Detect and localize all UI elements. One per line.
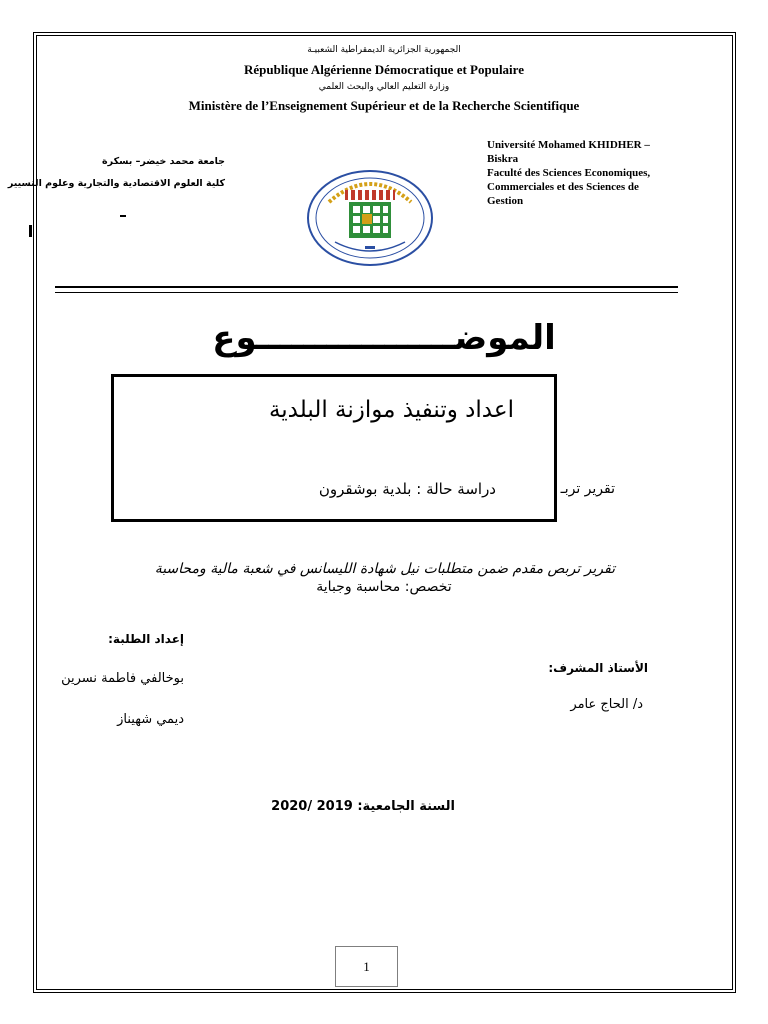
subject-title: اعداد وتنفيذ موازنة البلدية — [268, 397, 514, 423]
faculty-french-line3: Gestion — [487, 195, 524, 207]
student-name-2: ديمي شهيناز — [117, 712, 184, 727]
university-arabic: جامعة محمد خيضر– بسكرة — [102, 156, 225, 167]
student-name-1: بوخالفي فاطمة نسرين — [61, 671, 184, 686]
page-number: 1 — [363, 959, 370, 974]
faculty-french-line2: Commerciales et des Sciences de — [487, 181, 639, 193]
faculty-arabic: كلية العلوم الاقتصادية والتجارية وعلوم التسيير — [7, 178, 225, 189]
republic-french: République Algérienne Démocratique et Populaire — [244, 62, 524, 77]
faculty-french-line1: Faculté des Sciences Economiques, — [487, 167, 651, 179]
margin-mark — [29, 225, 32, 237]
thesis-specialty: تخصص: محاسبة وجباية — [316, 579, 452, 595]
case-study: دراسة حالة : بلدية بوشقرون — [318, 480, 496, 498]
subject-title-box — [111, 374, 557, 522]
header-separator-thick — [55, 286, 678, 288]
page-number-box — [335, 946, 398, 987]
university-french-line1: Université Mohamed KHIDHER – — [487, 139, 650, 151]
university-seal-icon — [305, 168, 435, 268]
subject-heading: الموضـــــــــــــــــوع — [212, 318, 556, 358]
ministry-french: Ministère de l’Enseignement Supérieur et de la Recherche Scientifique — [188, 98, 580, 113]
students-label: إعداد الطلبة: — [108, 632, 184, 646]
supervisor-name: د/ الحاج عامر — [570, 697, 643, 712]
university-french-line2: Biskra — [487, 153, 519, 165]
academic-year: السنة الجامعية: 2019 /2020 — [271, 799, 455, 814]
thesis-description: تقرير تربص مقدم ضمن متطلبات نيل شهادة الليسانس في شعبة مالية ومحاسبة — [154, 561, 615, 577]
text-fragment-mark — [120, 215, 126, 217]
ministry-arabic: وزارة التعليم العالي والبحث العلمي — [318, 82, 450, 92]
header-separator-thin — [55, 292, 678, 293]
republic-arabic: الجمهورية الجزائرية الديمقراطية الشعبيـة — [307, 45, 461, 55]
subject-overlap-fragment: تقرير تربـ — [560, 481, 615, 497]
supervisor-label: الأستاذ المشرف: — [548, 661, 648, 675]
